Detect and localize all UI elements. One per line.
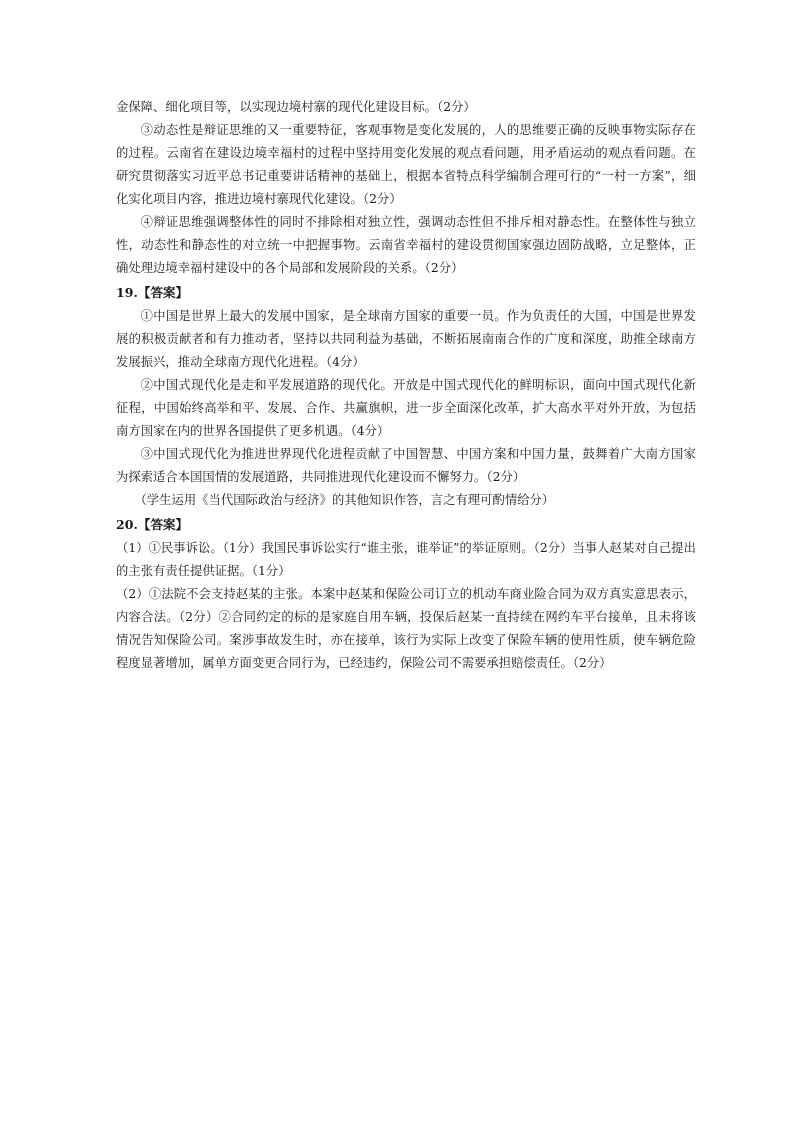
q19-heading: 19.【答案】 [116, 285, 189, 300]
q20-part-1: （1）①民事诉讼。（1分）我国民事诉讼实行“谁主张，谁举证”的举证原则。（2分）当事人赵某对自己提出的主张有责任提供证据。（1分） [116, 541, 696, 578]
paragraph-dynamic: ③动态性是辩证思维的又一重要特征，客观事物是变化发展的，人的思维要正确的反映事物实际存在的过程。云南省在建设边境幸福村的过程中坚持用变化发展的观点看问题，用矛盾运动的观点看问题。在研究贯彻落实习近平总书记重要讲话精神的基础上，根据本省特点科学编制合理可行的“一村一方案”，细化实化项目内容，推进边境村寨现代化建设。（2分） [116, 123, 696, 206]
q20-heading: 20.【答案】 [116, 517, 189, 532]
q19-answer-1: ①中国是世界上最大的发展中国家，是全球南方国家的重要一员。作为负责任的大国，中国是世界发展的积极贡献者和有力推动者，坚持以共同利益为基础，不断拓展南南合作的广度和深度，助推全球南方发展振兴，推动全球南方现代化进程。（4分） [116, 309, 696, 369]
paragraph-whole: ④辩证思维强调整体性的同时不排除相对独立性，强调动态性但不排斥相对静态性。在整体性与独立性，动态性和静态性的对立统一中把握事物。云南省幸福村的建设贯彻国家强边固防战略，立足整体，正确处理边境幸福村建设中的各个局部和发展阶段的关系。（2分） [116, 215, 696, 275]
q19-answer-2: ②中国式现代化是走和平发展道路的现代化。开放是中国式现代化的鲜明标识，面向中国式现代化新征程，中国始终高举和平、发展、合作、共赢旗帜，进一步全面深化改革，扩大高水平对外开放，为包括南方国家在内的世界各国提供了更多机遇。（4分） [116, 378, 696, 438]
answer-document [116, 96, 696, 675]
q19-note: （学生运用《当代国际政治与经济》的其他知识作答，言之有理可酌情给分） [134, 493, 555, 507]
q19-answer-3: ③中国式现代化为推进世界现代化进程贡献了中国智慧、中国方案和中国力量，鼓舞着广大南方国家为探索适合本国国情的发展道路，共同推进现代化建设而不懈努力。（2分） [116, 447, 696, 484]
paragraph-continuation: 金保障、细化项目等，以实现边境村寨的现代化建设目标。（2分） [116, 100, 476, 114]
q20-part-2: （2）①法院不会支持赵某的主张。本案中赵某和保险公司订立的机动车商业险合同为双方真实意思表示，内容合法。（2分）②合同约定的标的是家庭自用车辆，投保后赵某一直持续在网约车平台接单，且未将该情况告知保险公司。案涉事故发生时，亦在接单，该行为实际上改变了保险车辆的使用性质，使车辆危险程度显著增加，属单方面变更合同行为，已经违约，保险公司不需要承担赔偿责任。（2分） [116, 587, 696, 670]
